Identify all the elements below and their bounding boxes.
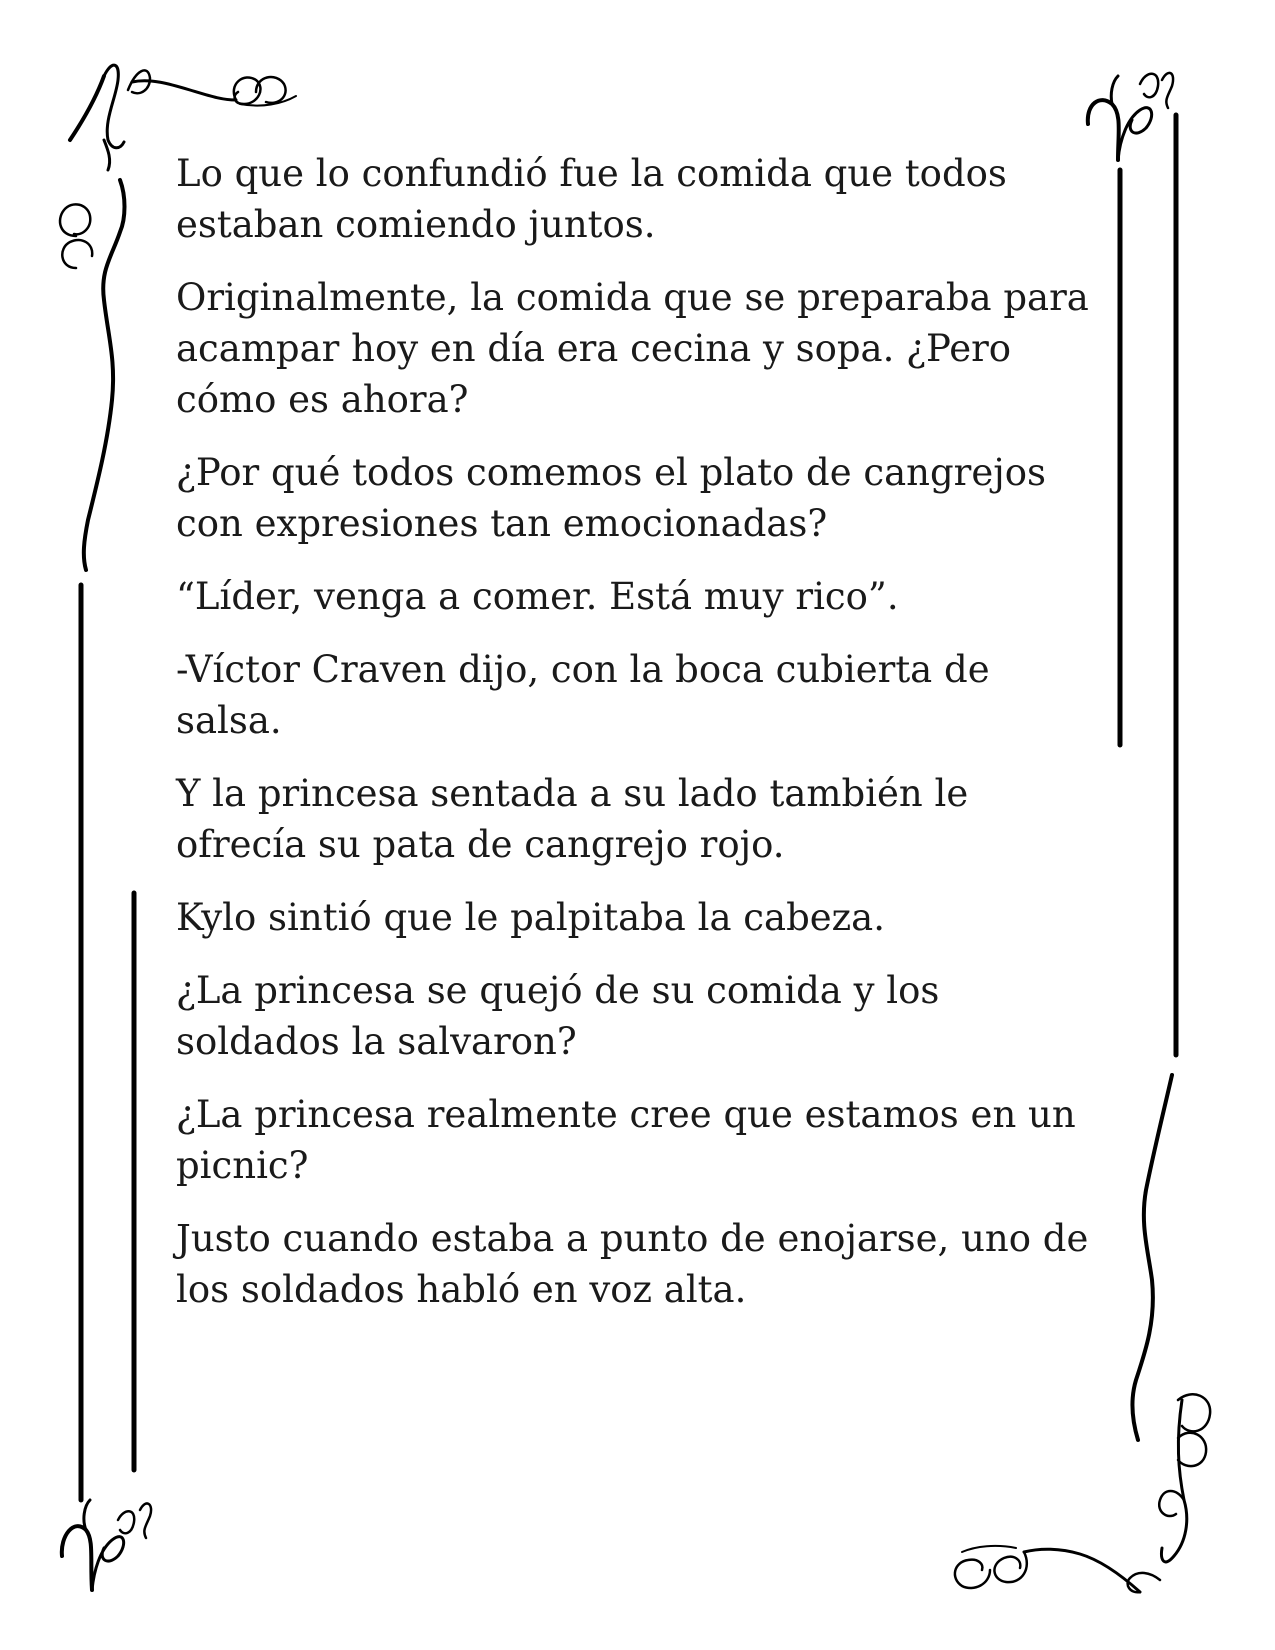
paragraph: -Víctor Craven dijo, con la boca cubierta de salsa. [176, 648, 990, 742]
paragraph: Kylo sintió que le palpitaba la cabeza. [176, 896, 885, 939]
paragraph: Originalmente, la comida que se preparaba para acampar hoy en día era cecina y sopa. ¿Pero cómo es ahora? [176, 276, 1089, 421]
paragraph: Lo que lo confundió fue la comida que todos estaban comiendo juntos. [176, 152, 1007, 246]
paragraph: Y la princesa sentada a su lado también le ofrecía su pata de cangrejo rojo. [176, 772, 969, 866]
top-right-flourish-icon [1088, 73, 1173, 160]
paragraph: “Líder, venga a comer. Está muy rico”. [176, 575, 899, 618]
paragraph: Justo cuando estaba a punto de enojarse, uno de los soldados habló en voz alta. [176, 1217, 1089, 1311]
paragraph: ¿Por qué todos comemos el plato de cangrejos con expresiones tan emocionadas? [176, 451, 1047, 545]
bottom-left-flourish-icon [62, 1500, 151, 1590]
paragraph: ¿La princesa realmente cree que estamos en un picnic? [176, 1093, 1076, 1187]
text-body [176, 148, 1106, 1337]
paragraph: ¿La princesa se quejó de su comida y los soldados la salvaron? [176, 969, 940, 1063]
